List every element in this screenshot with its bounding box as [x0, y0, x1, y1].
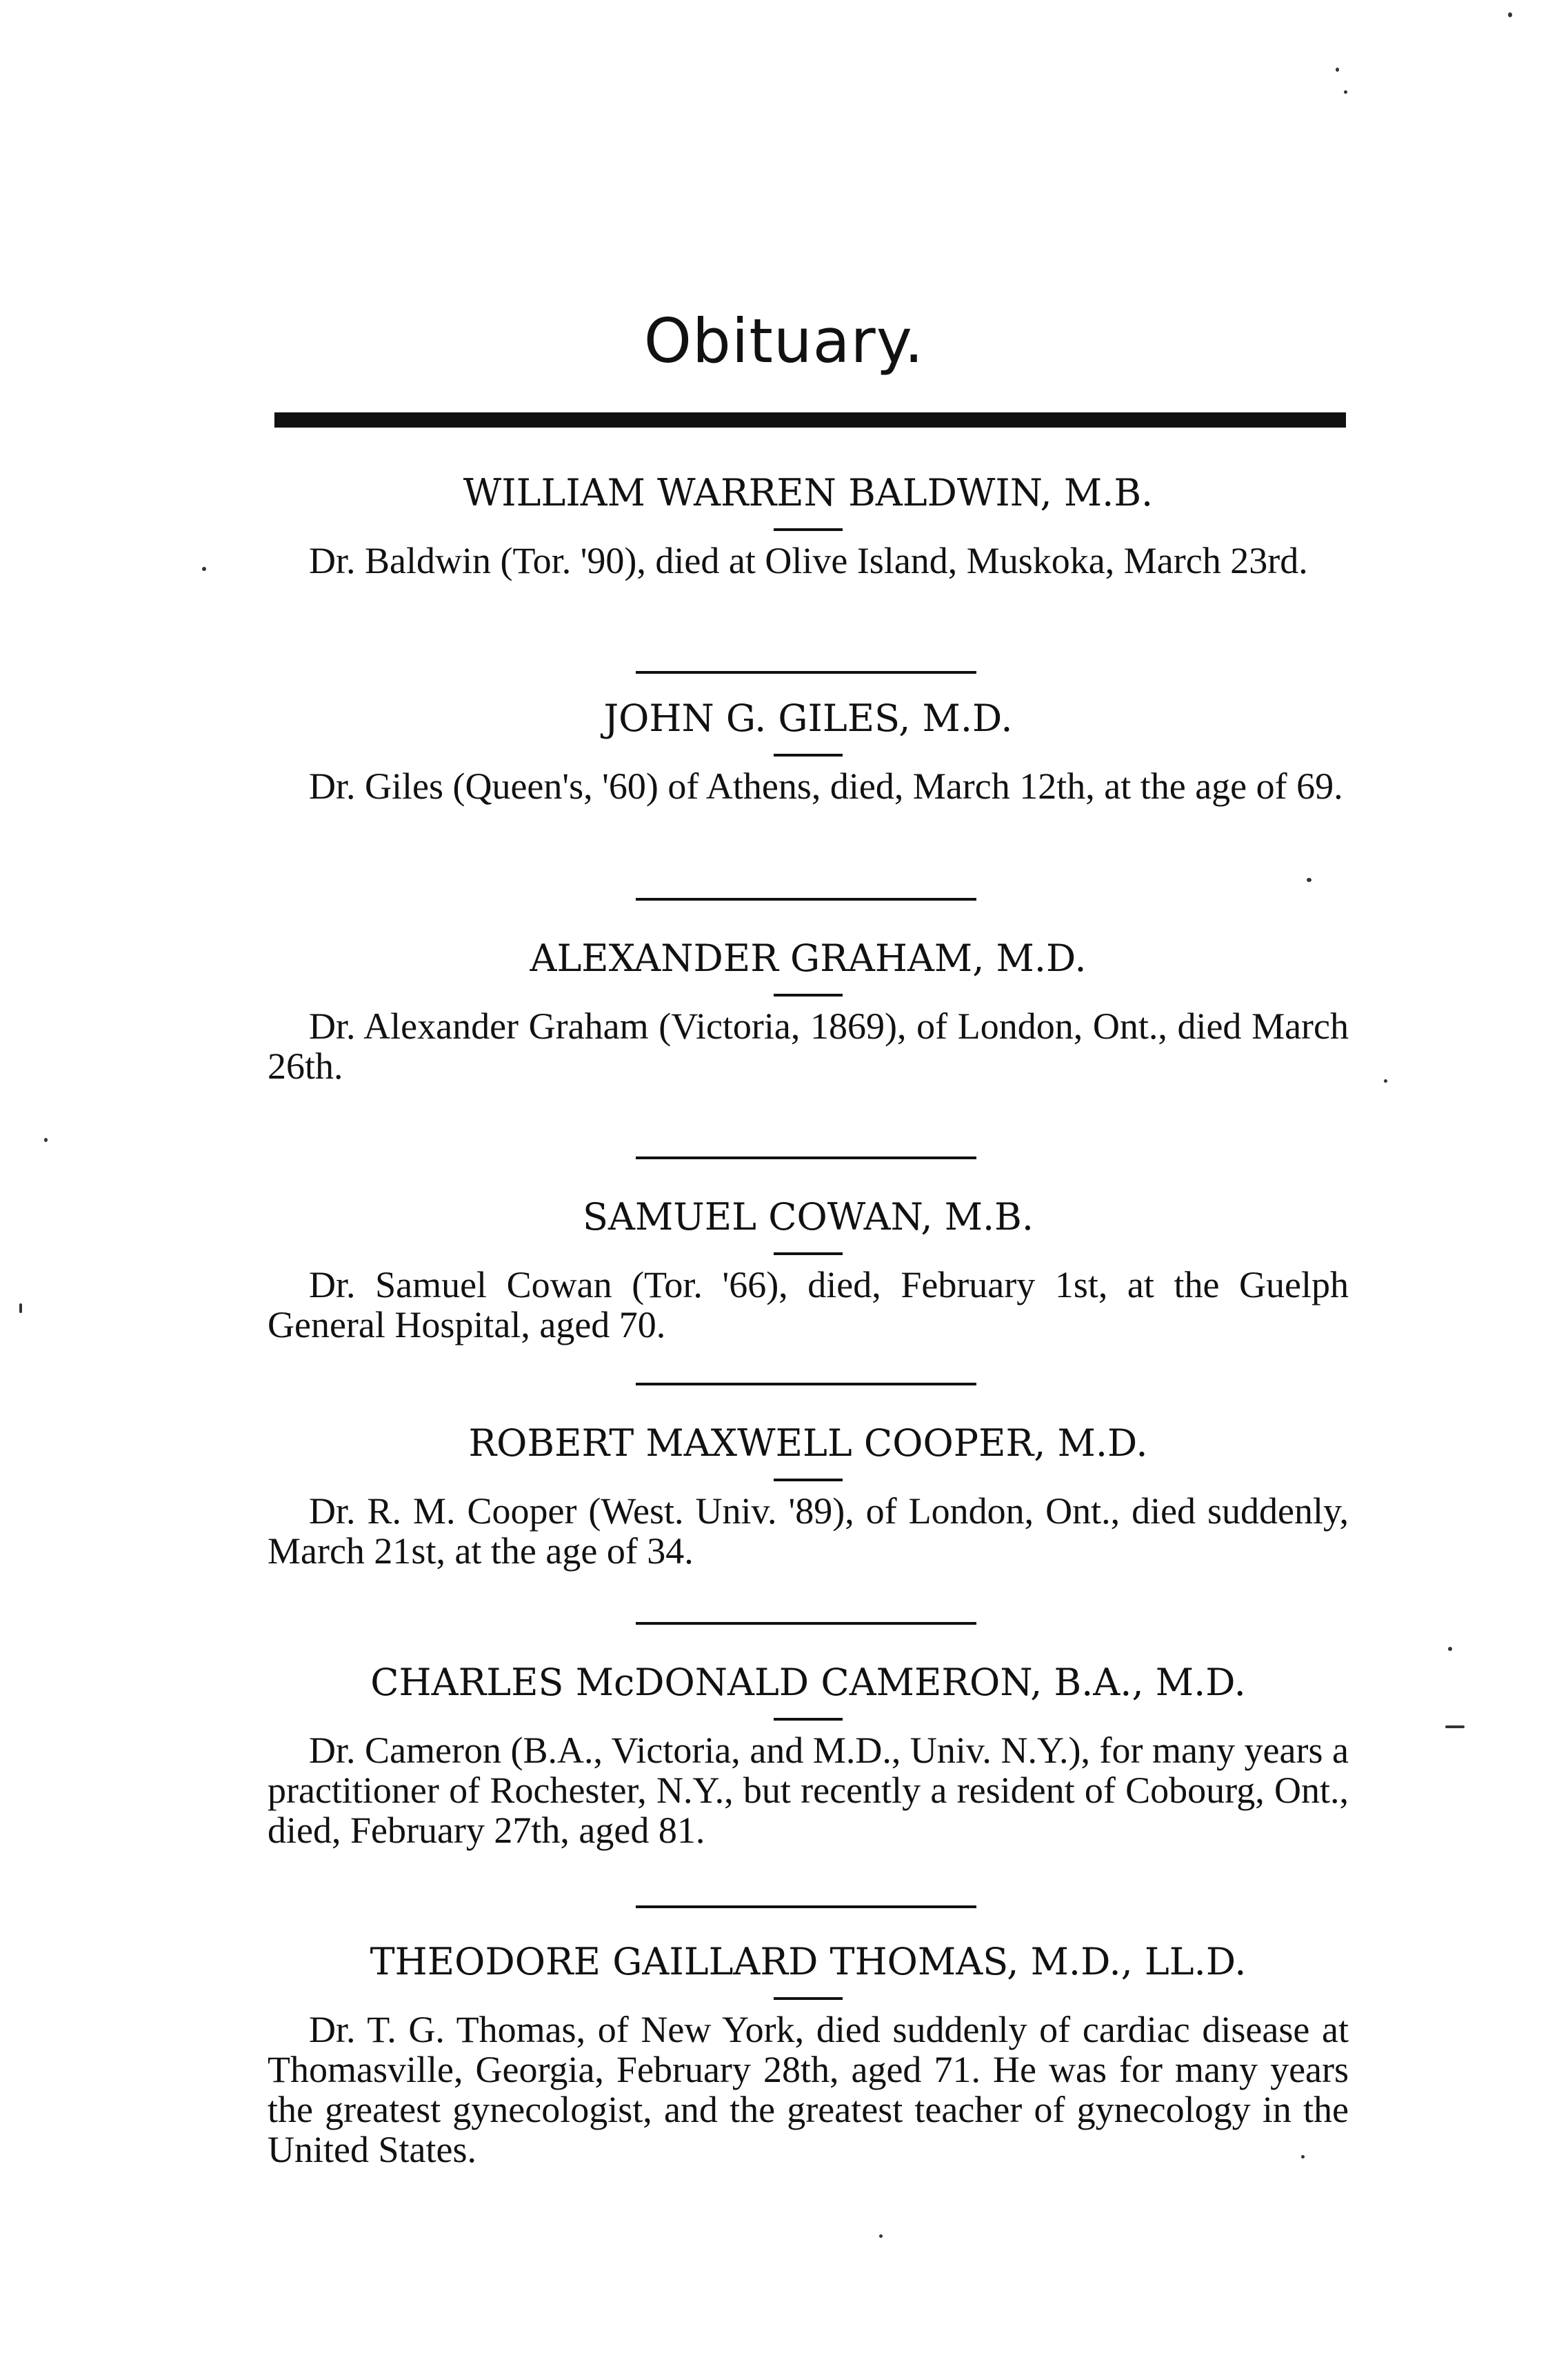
obituary-entry-graham — [268, 934, 1349, 1086]
name-underline — [774, 1718, 843, 1721]
entry-name: ALEXANDER GRAHAM, M.D. — [530, 937, 1087, 980]
scan-speck — [1307, 878, 1311, 882]
entry-divider — [636, 1383, 976, 1385]
entry-text: Dr. R. M. Cooper (West. Univ. '89), of London, Ont., died suddenly, March 21st, at the age of 34. — [268, 1490, 1349, 1572]
entry-text: Dr. Alexander Graham (Victoria, 1869), of London, Ont., died March 26th. — [268, 1005, 1349, 1087]
scan-speck — [1344, 90, 1347, 94]
entry-text: Dr. T. G. Thomas, of New York, died suddenly of cardiac disease at Thomasville, Georgia, February 28th, aged 71. He was for many years the greatest gynecologist, and the greatest teacher of gynecology in the United States. — [268, 2009, 1349, 2170]
scan-speck — [44, 1138, 48, 1142]
scan-speck — [1384, 1079, 1387, 1083]
scan-speck — [1301, 2155, 1305, 2159]
entry-name: WILLIAM WARREN BALDWIN, M.B. — [463, 471, 1154, 514]
name-underline — [774, 1252, 843, 1255]
entry-divider — [636, 898, 976, 901]
obituary-entry-cooper — [268, 1419, 1349, 1571]
entry-text: Dr. Giles (Queen's, '60) of Athens, died, March 12th, at the age of 69. — [309, 765, 1343, 807]
entry-name: SAMUEL COWAN, M.B. — [582, 1195, 1034, 1239]
title-rule — [274, 412, 1346, 428]
entry-text: Dr. Samuel Cowan (Tor. '66), died, February 1st, at the Guelph General Hospital, aged 70. — [268, 1264, 1349, 1345]
scan-speck — [1336, 68, 1339, 72]
entry-divider — [636, 1157, 976, 1159]
scan-speck — [202, 567, 206, 571]
entry-name: CHARLES McDONALD CAMERON, B.A., M.D. — [370, 1661, 1246, 1704]
entry-name: ROBERT MAXWELL COOPER, M.D. — [468, 1421, 1148, 1465]
name-underline — [774, 754, 843, 757]
scan-speck — [1508, 12, 1512, 17]
name-underline — [774, 528, 843, 531]
entry-name: JOHN G. GILES, M.D. — [603, 697, 1013, 740]
page-title: Obituary. — [643, 306, 925, 377]
obituary-entry-thomas — [268, 1938, 1349, 2170]
obituary-entry-cowan — [268, 1193, 1349, 1345]
obituary-entry-giles — [268, 694, 1349, 806]
name-underline — [774, 994, 843, 997]
obituary-entry-baldwin — [268, 469, 1349, 581]
entry-divider — [636, 1905, 976, 1908]
entry-divider — [636, 671, 976, 674]
entry-text: Dr. Baldwin (Tor. '90), died at Olive Island, Muskoka, March 23rd. — [309, 540, 1308, 581]
name-underline — [774, 1997, 843, 2000]
scan-speck — [19, 1303, 22, 1313]
scan-speck — [879, 2234, 883, 2238]
scan-speck — [1445, 1725, 1465, 1728]
scan-speck — [1448, 1647, 1452, 1651]
entry-text: Dr. Cameron (B.A., Victoria, and M.D., Univ. N.Y.), for many years a practitioner of Rochester, N.Y., but recently a resident of Cobourg, Ont., died, February 27th, aged 81. — [268, 1730, 1349, 1851]
name-underline — [774, 1479, 843, 1481]
entry-divider — [636, 1622, 976, 1625]
entry-name: THEODORE GAILLARD THOMAS, M.D., LL.D. — [370, 1940, 1247, 1983]
obituary-entry-cameron — [268, 1659, 1349, 1850]
